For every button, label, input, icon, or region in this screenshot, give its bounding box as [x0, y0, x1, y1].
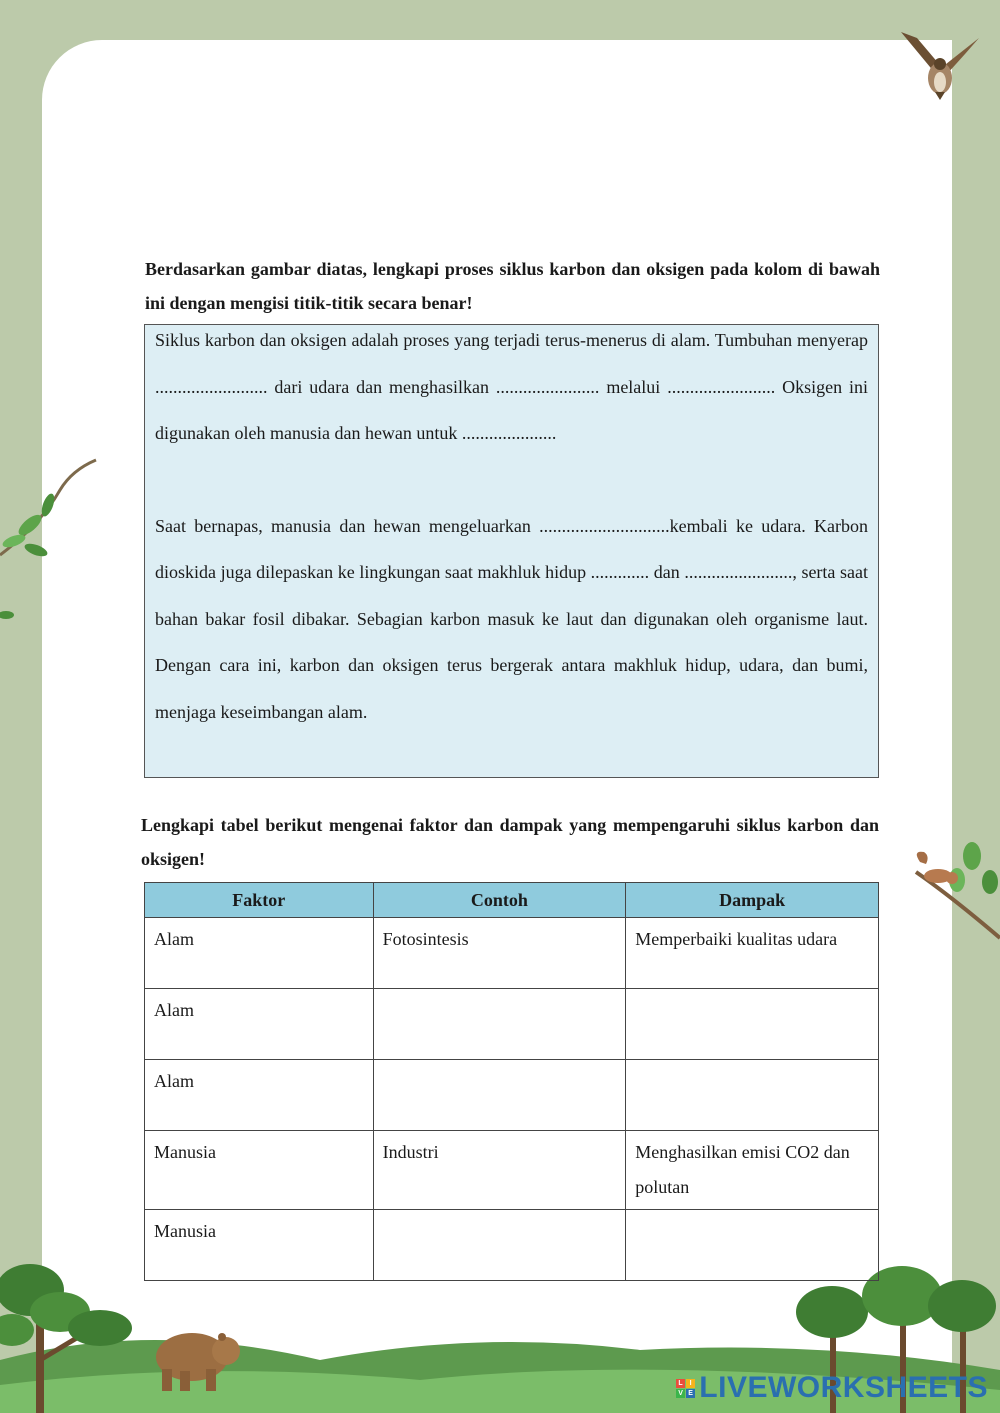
- squirrel-branch: [912, 842, 1000, 942]
- cell-contoh: Fotosintesis: [373, 918, 626, 989]
- header-contoh: Contoh: [373, 883, 626, 918]
- cell-contoh: Industri: [373, 1131, 626, 1210]
- table-header-row: [145, 883, 879, 918]
- cell-dampak: Menghasilkan emisi CO2 dan polutan: [626, 1131, 879, 1210]
- bear-illustration: [150, 1325, 245, 1395]
- live-badge-icon: L I V E: [678, 1379, 694, 1397]
- branch-left: [0, 455, 100, 625]
- cell-dampak: Memperbaiki kualitas udara: [626, 918, 879, 989]
- instruction-table: Lengkapi tabel berikut mengenai faktor dan dampak yang mempengaruhi siklus karbon dan oksigen!: [141, 815, 879, 869]
- cell-faktor: Manusia: [145, 1210, 374, 1281]
- cell-faktor: Alam: [145, 918, 374, 989]
- header-faktor: Faktor: [145, 883, 374, 918]
- cell-faktor: Alam: [145, 989, 374, 1060]
- table-row: [145, 989, 879, 1060]
- passage-box: [144, 324, 879, 778]
- table-row: [145, 1060, 879, 1131]
- table-row: [145, 1131, 879, 1210]
- cell-dampak[interactable]: [626, 989, 879, 1060]
- cell-contoh[interactable]: [373, 989, 626, 1060]
- cell-dampak[interactable]: [626, 1060, 879, 1131]
- cell-dampak[interactable]: [626, 1210, 879, 1281]
- table-row: [145, 1210, 879, 1281]
- passage-paragraph-1: Siklus karbon dan oksigen adalah proses yang terjadi terus-menerus di alam. Tumbuhan menyerap ......................... dari udara dan menghasilkan ....................... melalui ........................ Oksigen ini digunakan oleh manusia dan hewan untuk .....................: [155, 330, 868, 443]
- bird-illustration: [895, 28, 985, 103]
- passage-paragraph-2: Saat bernapas, manusia dan hewan mengeluarkan .............................kembali ke udara. Karbon dioskida juga dilepaskan ke lingkungan saat makhluk hidup ............. dan ........................, serta saat bahan bakar fosil dibakar. Sebagian karbon masuk ke laut dan digunakan oleh organisme laut. Dengan cara ini, karbon dan oksigen terus bergerak antara makhluk hidup, udara, dan bumi, menjaga keseimbangan alam.: [155, 515, 868, 722]
- table-row: [145, 918, 879, 989]
- factor-impact-table: [144, 882, 879, 1281]
- logo-text: LIVEWORKSHEETS: [699, 1371, 988, 1404]
- instruction-fill-blanks: Berdasarkan gambar diatas, lengkapi proses siklus karbon dan oksigen pada kolom di bawah ini dengan mengisi titik-titik secara benar!: [145, 259, 880, 313]
- cell-faktor: Alam: [145, 1060, 374, 1131]
- cell-contoh[interactable]: [373, 1060, 626, 1131]
- cell-faktor: Manusia: [145, 1131, 374, 1210]
- cell-contoh[interactable]: [373, 1210, 626, 1281]
- liveworksheets-logo: [676, 1371, 988, 1405]
- header-dampak: Dampak: [626, 883, 879, 918]
